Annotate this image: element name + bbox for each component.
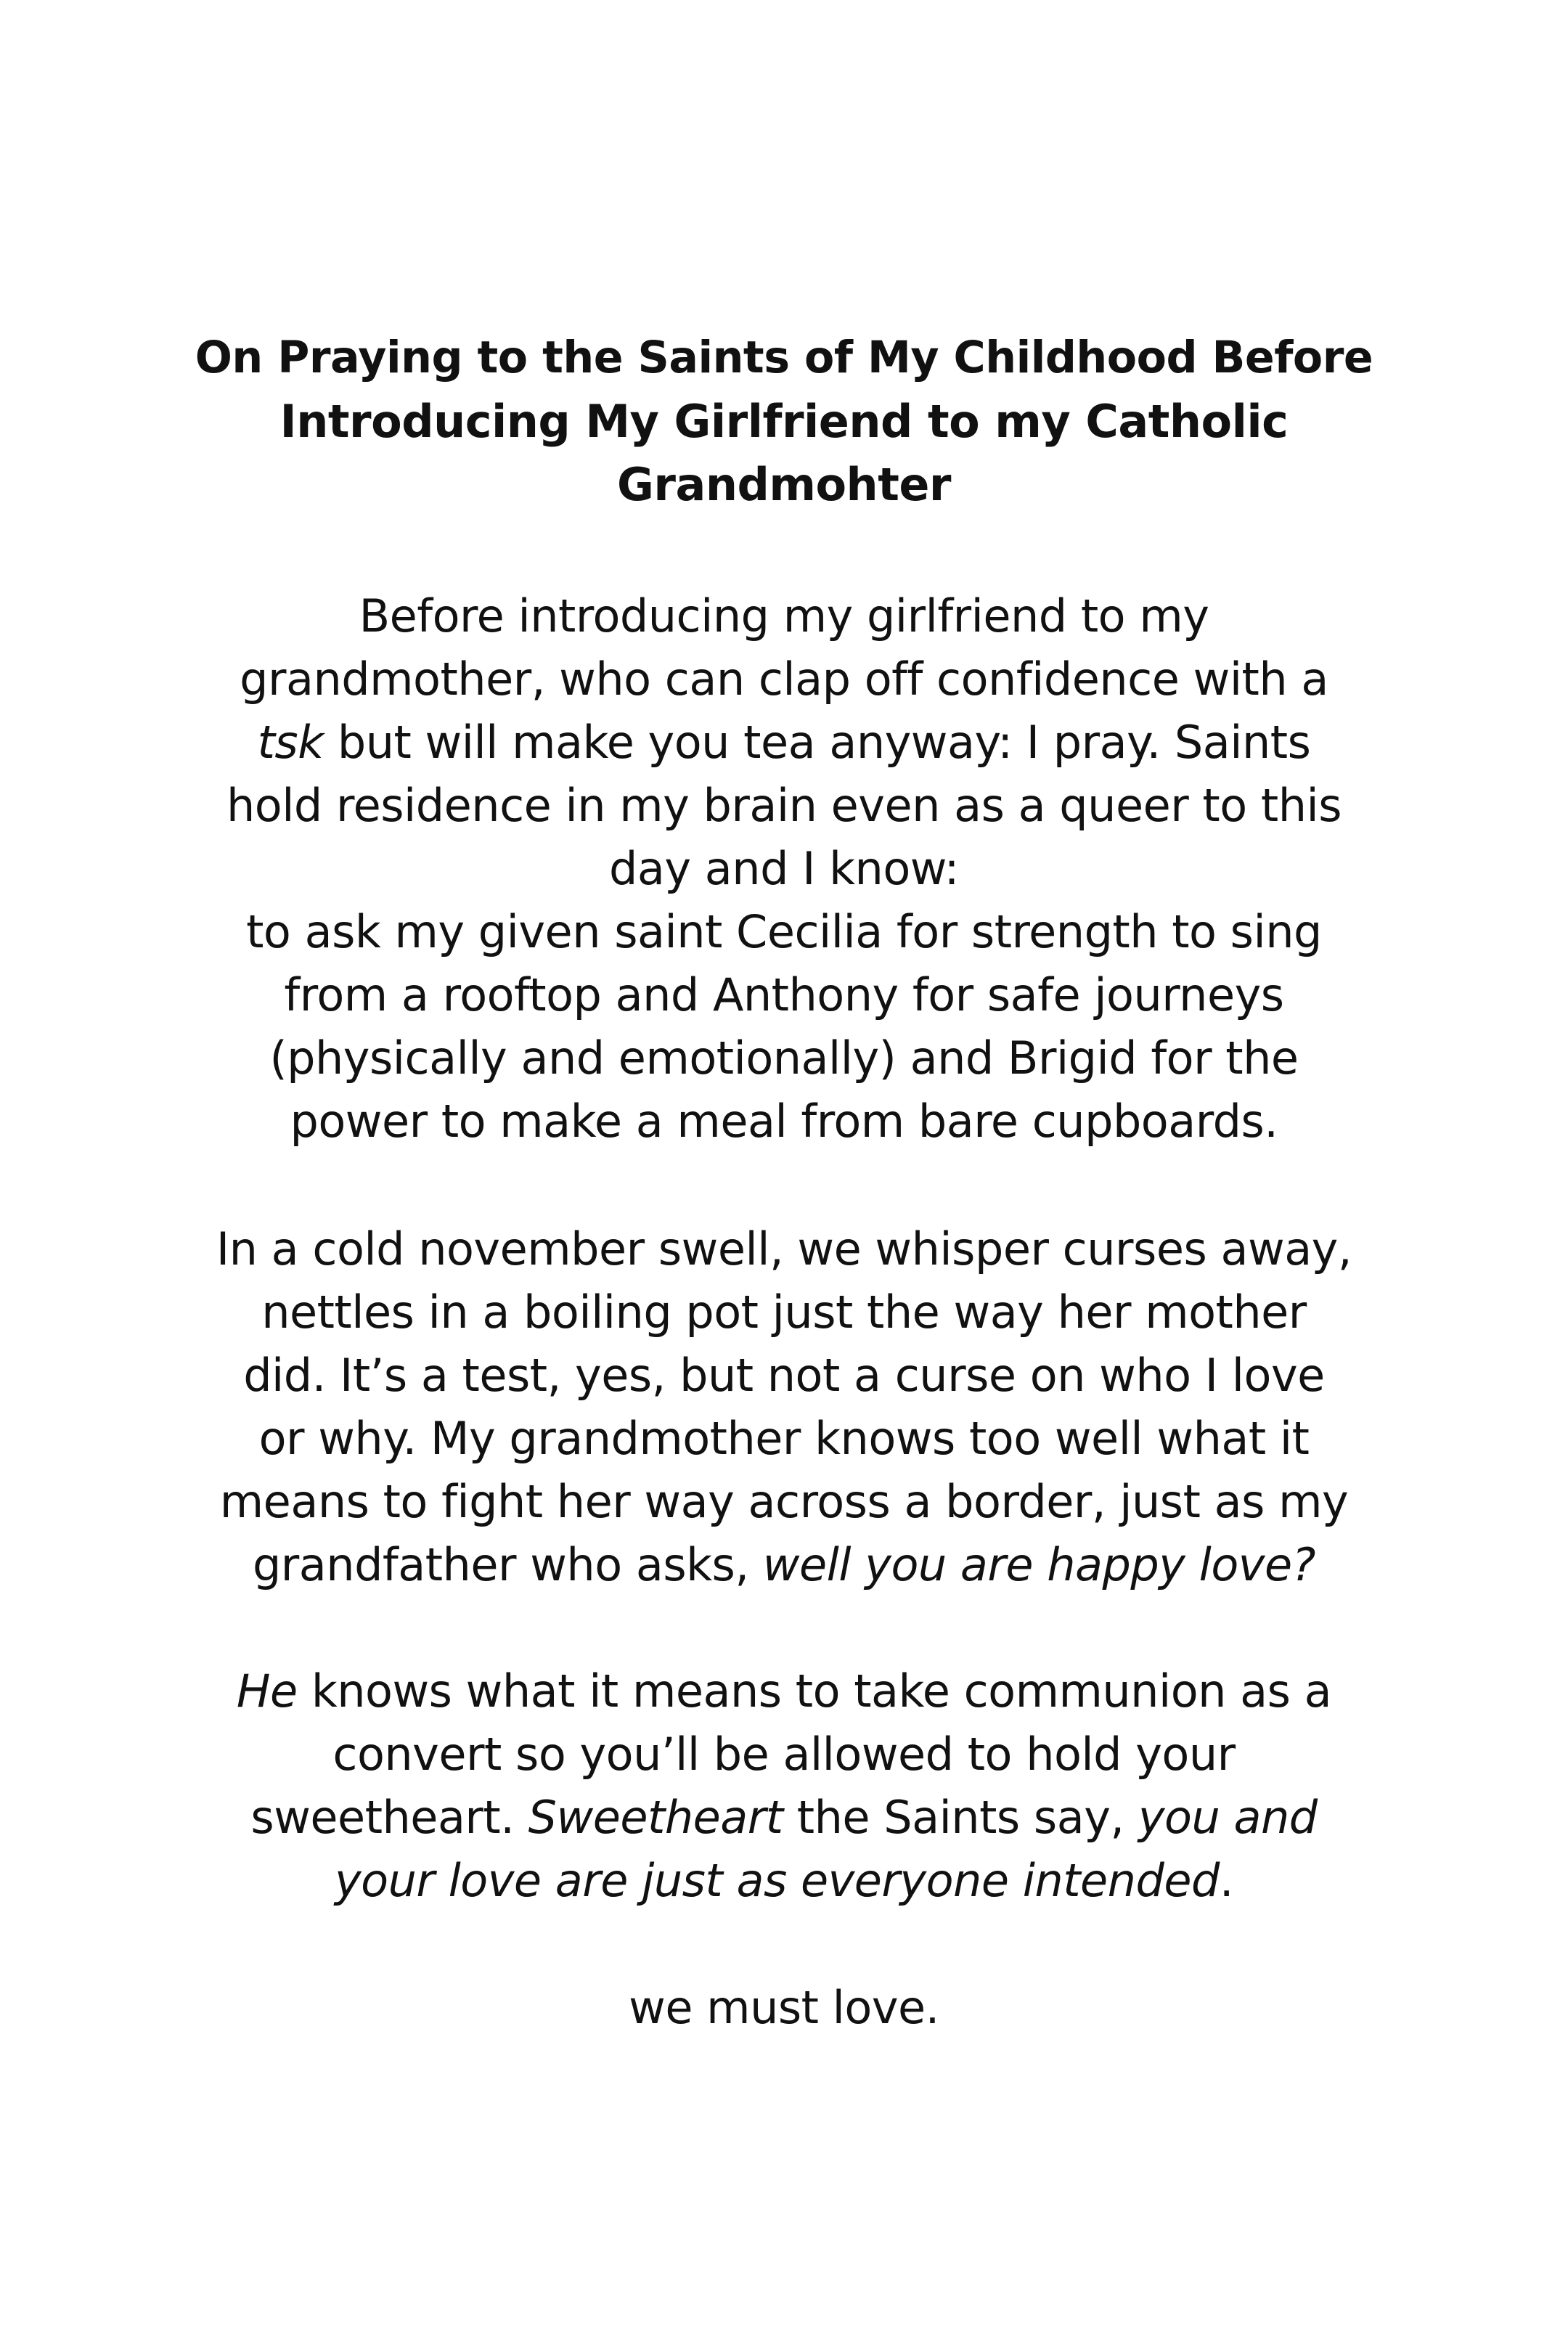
italic-word-tsk: tsk — [257, 716, 324, 769]
poem-line: In a cold november swell, we whisper curses away, — [216, 1222, 1352, 1275]
title-line-2: Introducing My Girlfriend to my Catholic — [279, 395, 1289, 448]
italic-phrase: your love are just as everyone intended — [334, 1854, 1220, 1907]
poem-line: to ask my given saint Cecilia for strength to sing — [246, 905, 1322, 958]
poem-line: means to fight her way across a border, just as my — [219, 1475, 1349, 1528]
poem-closing-line: we must love. — [629, 1981, 939, 2034]
poem-line-text: the Saints say, — [783, 1791, 1138, 1844]
stanza-3 — [174, 1659, 1394, 1912]
poem-line: power to make a meal from bare cupboards. — [290, 1095, 1278, 1148]
poem-line: did. It’s a test, yes, but not a curse on who I love — [243, 1349, 1325, 1402]
italic-word-sweetheart: Sweetheart — [528, 1791, 783, 1844]
italic-word-he: He — [236, 1665, 298, 1718]
stanza-4 — [174, 1976, 1394, 2039]
poem-line — [174, 1786, 1394, 1849]
poem-line — [174, 711, 1394, 774]
poem-line — [174, 1659, 1394, 1723]
title-line-3: Grandmohter — [617, 458, 951, 511]
poem-line: day and I know: — [609, 842, 959, 895]
stanza-2 — [174, 1217, 1394, 1596]
stanza-1 — [174, 584, 1394, 1153]
poem-line-text: but will make you tea anyway: I pray. Saints — [323, 716, 1311, 769]
poem-title — [189, 327, 1379, 516]
poem-line: nettles in a boiling pot just the way her mother — [261, 1286, 1307, 1339]
poem-line: or why. My grandmother knows too well what it — [258, 1412, 1310, 1465]
title-line-1: On Praying to the Saints of My Childhood Before — [195, 332, 1373, 383]
poem-line: grandmother, who can clap off confidence with a — [240, 653, 1328, 706]
poem-line — [174, 1533, 1394, 1596]
italic-phrase: you and — [1138, 1791, 1318, 1844]
poem-line — [174, 1849, 1394, 1912]
poem-line: hold residence in my brain even as a queer to this — [226, 779, 1342, 832]
poem-line: (physically and emotionally) and Brigid for the — [269, 1032, 1299, 1085]
poem-line-text: . — [1219, 1854, 1234, 1907]
poem-line: Before introducing my girlfriend to my — [359, 589, 1209, 642]
poem-line: convert so you’ll be allowed to hold your — [332, 1728, 1236, 1781]
poem-line-text: sweetheart. — [250, 1791, 528, 1844]
italic-phrase: well you are happy love? — [762, 1538, 1316, 1591]
poem-line-text: grandfather who asks, — [252, 1538, 763, 1591]
poem-line: from a rooftop and Anthony for safe journeys — [284, 968, 1284, 1021]
poem-line-text: knows what it means to take communion as a — [297, 1665, 1332, 1718]
